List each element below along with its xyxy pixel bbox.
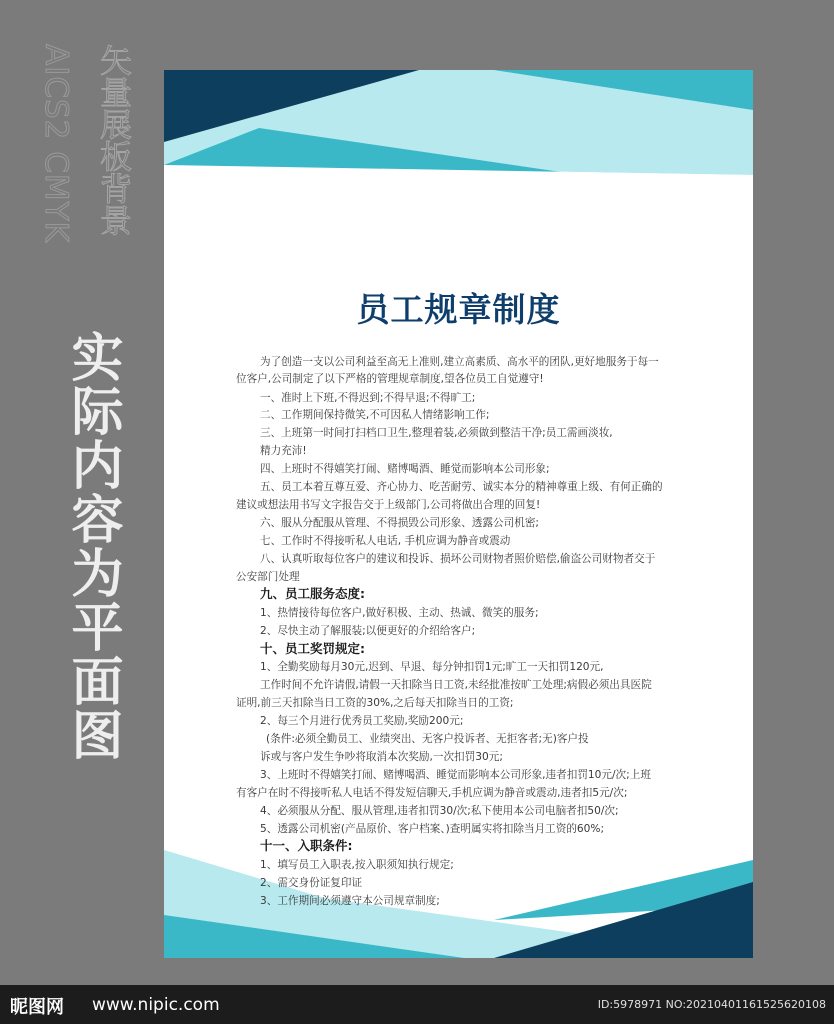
text-line: 四、上班时不得嬉笑打闹、赌博喝酒、睡觉而影响本公司形象; (260, 463, 550, 475)
text-line: 为了创造一支以公司利益至高无上准则,建立高素质、高水平的团队,更好地服务于每一 (260, 356, 659, 368)
text-line: 2、需交身份证复印证 (260, 877, 363, 889)
text-line: 4、必须服从分配、服从管理,违者扣罚30/次;私下使用本公司电脑者扣50/次; (260, 805, 619, 817)
side-caption: 实际内容为平面图 (62, 330, 122, 762)
text-line: 精力充沛! (260, 445, 307, 457)
poster-title: 员工规章制度 (356, 290, 561, 329)
text-line: 2、每三个月进行优秀员工奖励,奖励200元; (260, 715, 464, 727)
text-line: 公安部门处理 (236, 571, 300, 583)
text-line: 2、尽快主动了解服装;以便更好的介绍给客户; (260, 625, 476, 637)
text-line: 工作时间不允许请假,请假一天扣除当日工资,未经批准按旷工处理;病假必须出具医院 (260, 679, 652, 691)
text-line: 诉或与客户发生争吵将取消本次奖励,一次扣罚30元; (260, 751, 503, 763)
section-heading: 十、员工奖罚规定: (260, 641, 365, 656)
text-line: 有客户在时不得接听私人电话不得发短信聊天,手机应调为静音或震动,违者扣5元/次; (236, 787, 628, 799)
side-outline-chinese: 矢量展板背景 (95, 44, 133, 236)
site-logo: 昵图网 (10, 997, 64, 1018)
text-line: 五、员工本着互尊互爱、齐心协力、吃苦耐劳、诚实本分的精神尊重上级、有何正确的 (260, 481, 663, 493)
text-line: 建议或想法用书写文字报告交于上级部门,公司将做出合理的回复! (236, 499, 541, 511)
image-id-text: ID:5978971 NO:20210401161525620108 (597, 998, 826, 1011)
text-line: 3、工作期间必须遵守本公司规章制度; (260, 895, 440, 907)
site-url: www.nipic.com (92, 995, 220, 1015)
text-line: (条件:必须全勤员工、业绩突出、无客户投诉者、无拒客者;无)客户投 (266, 733, 589, 745)
text-line: 八、认真听取每位客户的建议和投诉、损坏公司财物者照价赔偿,偷盗公司财物者交于 (260, 553, 656, 565)
text-line: 1、填写员工入职表,按入职须知执行规定; (260, 859, 454, 871)
text-line: 位客户,公司制定了以下严格的管理规章制度,望各位员工自觉遵守! (236, 373, 544, 385)
poster-board (164, 70, 753, 958)
text-line: 1、全勤奖励每月30元,迟到、早退、每分钟扣罚1元;旷工一天扣罚120元, (260, 661, 604, 673)
text-line: 1、热情接待每位客户,做好积极、主动、热诚、微笑的服务; (260, 607, 539, 619)
section-heading: 九、员工服务态度: (260, 586, 365, 601)
text-line: 证明,前三天扣除当日工资的30%,之后每天扣除当日的工资; (236, 697, 514, 709)
text-line: 5、透露公司机密(产品原价、客户档案、)查明属实将扣除当月工资的60%; (260, 823, 605, 835)
text-line: 一、准时上下班,不得迟到;不得早退;不得旷工; (260, 392, 476, 404)
text-line: 二、工作期间保持微笑,不可因私人情绪影响工作; (260, 409, 490, 421)
watermark-footer (0, 985, 834, 1024)
text-line: 六、服从分配服从管理、不得损毁公司形象、透露公司机密; (260, 517, 540, 529)
section-heading: 十一、入职条件: (260, 838, 353, 853)
text-line: 七、工作时不得接听私人电话, 手机应调为静音或震动 (260, 535, 511, 547)
side-outline-latin: AICS2 CMYK (38, 44, 74, 243)
text-line: 3、上班时不得嬉笑打闹、赌博喝酒、睡觉而影响本公司形象,违者扣罚10元/次;上班 (260, 769, 651, 781)
text-line: 三、上班第一时间打扫档口卫生,整理着装,必须做到整洁干净;员工需画淡妆, (260, 427, 613, 439)
